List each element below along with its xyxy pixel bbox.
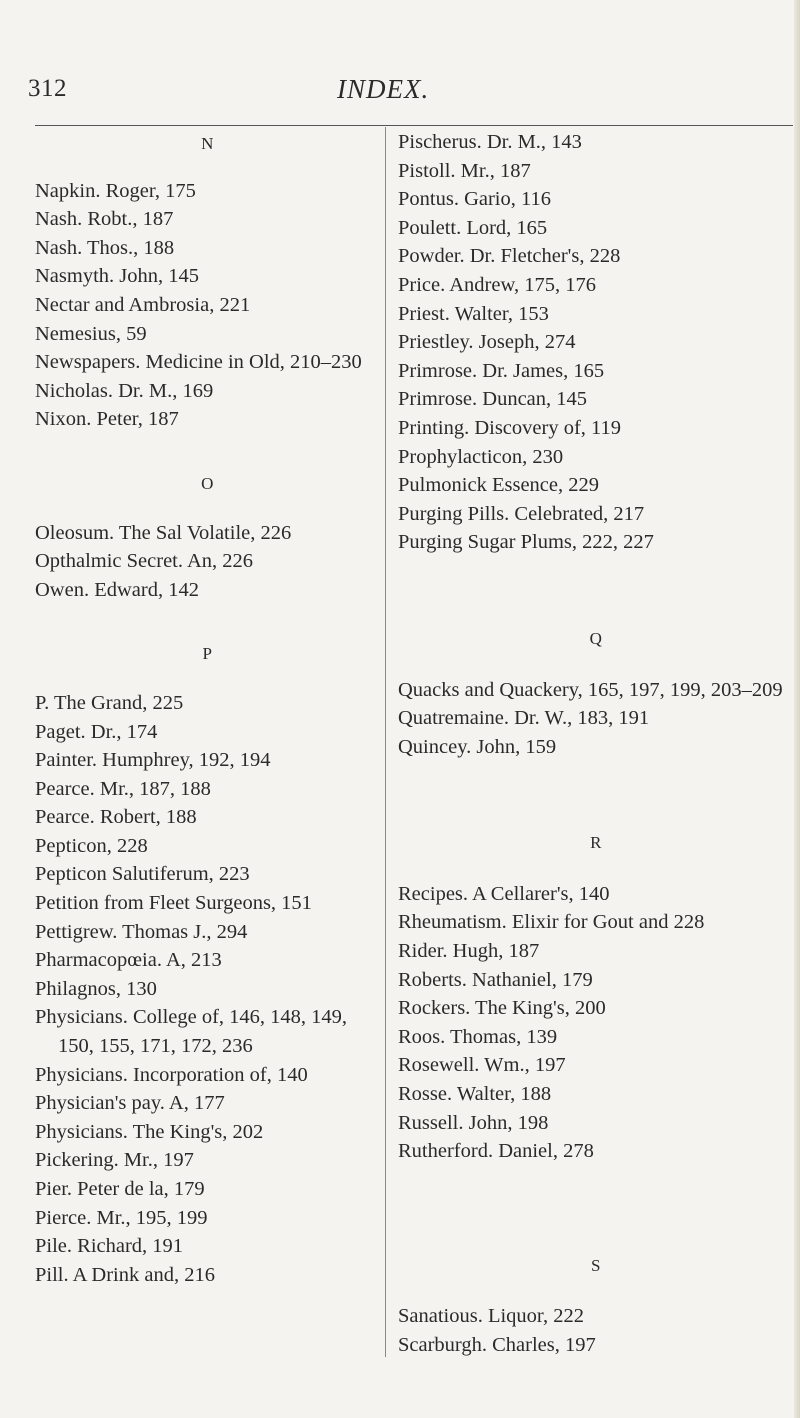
- index-entry: Physicians. The King's, 202: [35, 1120, 264, 1143]
- index-entry: Scarburgh. Charles, 197: [398, 1334, 596, 1356]
- index-entry: Nectar and Ambrosia, 221: [35, 293, 251, 316]
- running-title: INDEX.: [337, 74, 430, 104]
- index-entry: Pickering. Mr., 197: [35, 1149, 194, 1172]
- index-entry: Powder. Dr. Fletcher's, 228: [398, 245, 621, 268]
- index-entry: Pier. Peter de la, 179: [35, 1178, 205, 1200]
- index-entry: Painter. Humphrey, 192, 194: [35, 749, 271, 772]
- section-letter: P: [202, 644, 213, 664]
- index-entry: Philagnos, 130: [35, 977, 157, 1000]
- index-entry: Primrose. Duncan, 145: [398, 388, 588, 411]
- index-entry: Recipes. A Cellarer's, 140: [398, 882, 610, 905]
- index-entry: Pischerus. Dr. M., 143: [398, 131, 582, 153]
- index-entry: Rutherford. Daniel, 278: [398, 1140, 594, 1163]
- index-entry: Nicholas. Dr. M., 169: [35, 379, 214, 402]
- index-section: [398, 829, 794, 1166]
- section-letter: O: [201, 473, 214, 493]
- index-entry: Pettigrew. Thomas J., 294: [35, 920, 248, 943]
- index-section: [398, 128, 794, 557]
- index-entry: Pontus. Gario, 116: [398, 188, 551, 211]
- index-entry: Primrose. Dr. James, 165: [398, 359, 605, 382]
- index-entry: Rosewell. Wm., 197: [398, 1054, 566, 1077]
- index-entry: Rockers. The King's, 200: [398, 997, 606, 1020]
- index-entry: Physicians. College of, 146, 148, 149, 150, 155, 171, 172, 236: [35, 1006, 348, 1058]
- index-entry: Sanatious. Liquor, 222: [398, 1305, 584, 1328]
- index-entry: Roos. Thomas, 139: [398, 1025, 558, 1048]
- index-entry: Opthalmic Secret. An, 226: [35, 550, 254, 573]
- index-entry: Pharmacopœia. A, 213: [35, 949, 222, 972]
- index-section: [398, 625, 794, 761]
- index-entry: Poulett. Lord, 165: [398, 216, 548, 239]
- index-entry: Napkin. Roger, 175: [35, 179, 196, 202]
- page-edge: [794, 0, 800, 1418]
- index-entry: Paget. Dr., 174: [35, 720, 158, 743]
- index-entry: Owen. Edward, 142: [35, 578, 199, 601]
- index-entry: Pearce. Mr., 187, 188: [35, 777, 211, 800]
- index-entry: Pistoll. Mr., 187: [398, 159, 531, 182]
- right-column: [398, 128, 794, 1360]
- section-letter: R: [590, 833, 602, 853]
- left-column: [35, 128, 380, 1289]
- section-letter: N: [201, 134, 214, 153]
- index-entry: Russell. John, 198: [398, 1111, 549, 1134]
- index-entry: Pulmonick Essence, 229: [398, 474, 599, 497]
- index-entry: Pile. Richard, 191: [35, 1235, 184, 1258]
- index-entry: Nasmyth. John, 145: [35, 265, 199, 288]
- index-entry: Quatremaine. Dr. W., 183, 191: [398, 707, 650, 730]
- index-entry: Oleosum. The Sal Volatile, 226: [35, 521, 292, 544]
- index-section: [398, 1252, 794, 1360]
- index-entry: Petition from Fleet Surgeons, 151: [35, 892, 312, 915]
- index-entry: Nixon. Peter, 187: [35, 408, 179, 431]
- column-divider: [385, 127, 386, 1357]
- index-entry: Purging Pills. Celebrated, 217: [398, 502, 645, 525]
- index-entry: Price. Andrew, 175, 176: [398, 273, 596, 296]
- index-entry: P. The Grand, 225: [35, 691, 184, 714]
- index-entry: Rider. Hugh, 187: [398, 940, 540, 963]
- index-entry: Roberts. Nathaniel, 179: [398, 968, 593, 991]
- index-entry: Nash. Robt., 187: [35, 208, 174, 231]
- index-entry: Physician's pay. A, 177: [35, 1092, 225, 1115]
- index-section: [35, 640, 380, 1289]
- index-entry: Rheumatism. Elixir for Gout and 228: [398, 911, 705, 934]
- index-section: [35, 470, 380, 604]
- index-entry: Pill. A Drink and, 216: [35, 1263, 215, 1286]
- index-entry: Rosse. Walter, 188: [398, 1083, 552, 1106]
- index-entry: Pepticon Salutiferum, 223: [35, 863, 250, 886]
- section-letter: S: [591, 1255, 601, 1275]
- index-entry: Nash. Thos., 188: [35, 236, 175, 259]
- page-number: 312: [28, 75, 67, 102]
- index-entry: Pierce. Mr., 195, 199: [35, 1206, 208, 1229]
- index-entry: Nemesius, 59: [35, 322, 147, 345]
- index-section: [35, 130, 380, 434]
- index-entry: Purging Sugar Plums, 222, 227: [398, 531, 654, 554]
- index-entry: Pearce. Robert, 188: [35, 806, 197, 829]
- index-entry: Pepticon, 228: [35, 834, 148, 857]
- index-entry: Quincey. John, 159: [398, 735, 557, 758]
- index-entry: Printing. Discovery of, 119: [398, 416, 622, 439]
- index-entry: Priestley. Joseph, 274: [398, 331, 576, 354]
- index-entry: Physicians. Incorporation of, 140: [35, 1063, 308, 1086]
- header-rule: [35, 125, 793, 126]
- index-entry: Newspapers. Medicine in Old, 210–230: [35, 351, 362, 374]
- section-letter: Q: [589, 628, 603, 648]
- index-entry: Priest. Walter, 153: [398, 302, 549, 325]
- index-entry: Quacks and Quackery, 165, 197, 199, 203–209: [398, 678, 783, 701]
- index-entry: Prophylacticon, 230: [398, 445, 564, 468]
